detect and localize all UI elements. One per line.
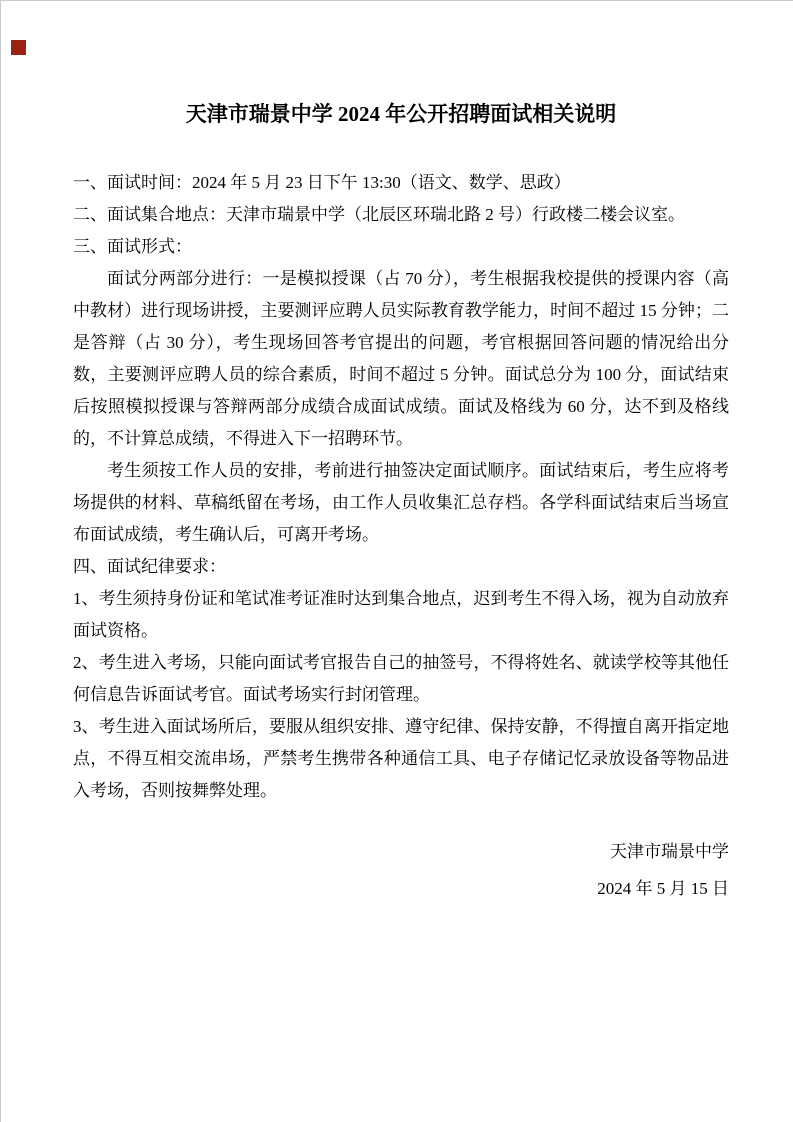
rule-2-anonymity: 2、考生进入考场，只能向面试考官报告自己的抽签号，不得将姓名、就读学校等其他任何信息告诉面试考官。面试考场实行封闭管理。 xyxy=(73,653,729,704)
para-interview-format-detail: 面试分两部分进行：一是模拟授课（占 70 分），考生根据我校提供的授课内容（高中教材）进行现场讲授，主要测评应聘人员实际教育教学能力，时间不超过 15 分钟；二是答辩（占 30 分），考生现场回答考官提出的问题，考官根据回答问题的情况给出分数，主要测评应聘人员的综合素质，时间不超过 5 分钟。面试总分为 100 分，面试结束后按照模拟授课与答辩两部分成绩合成面试成绩。面试及格线为 60 分，达不到及格线的，不计算总成绩，不得进入下一招聘环节。 xyxy=(73,269,729,448)
document-content xyxy=(1,1,793,907)
para-interview-procedure: 考生须按工作人员的安排，考前进行抽签决定面试顺序。面试结束后，考生应将考场提供的材料、草稿纸留在考场，由工作人员收集汇总存档。各学科面试结束后当场宣布面试成绩，考生确认后，可离开考场。 xyxy=(73,461,729,544)
item-interview-format-heading: 三、面试形式： xyxy=(73,237,192,256)
rule-1-arrival: 1、考生须持身份证和笔试准考证准时达到集合地点，迟到考生不得入场，视为自动放弃面试资格。 xyxy=(73,589,729,640)
item-interview-time: 一、面试时间：2024 年 5 月 23 日下午 13:30（语文、数学、思政） xyxy=(73,173,571,192)
signature-org: 天津市瑞景中学 xyxy=(610,842,729,861)
item-discipline-heading: 四、面试纪律要求： xyxy=(73,557,226,576)
red-corner-stamp-mark xyxy=(11,40,26,55)
item-assembly-location: 二、面试集合地点：天津市瑞景中学（北辰区环瑞北路 2 号）行政楼二楼会议室。 xyxy=(73,205,685,224)
rule-3-conduct: 3、考生进入面试场所后，要服从组织安排、遵守纪律、保持安静，不得擅自离开指定地点，不得互相交流串场，严禁考生携带各种通信工具、电子存储记忆录放设备等物品进入考场，否则按舞弊处理。 xyxy=(73,717,729,800)
signature-date: 2024 年 5 月 15 日 xyxy=(597,879,729,898)
signature-block xyxy=(73,833,729,907)
page-title: 天津市瑞景中学 2024 年公开招聘面试相关说明 xyxy=(185,102,617,126)
